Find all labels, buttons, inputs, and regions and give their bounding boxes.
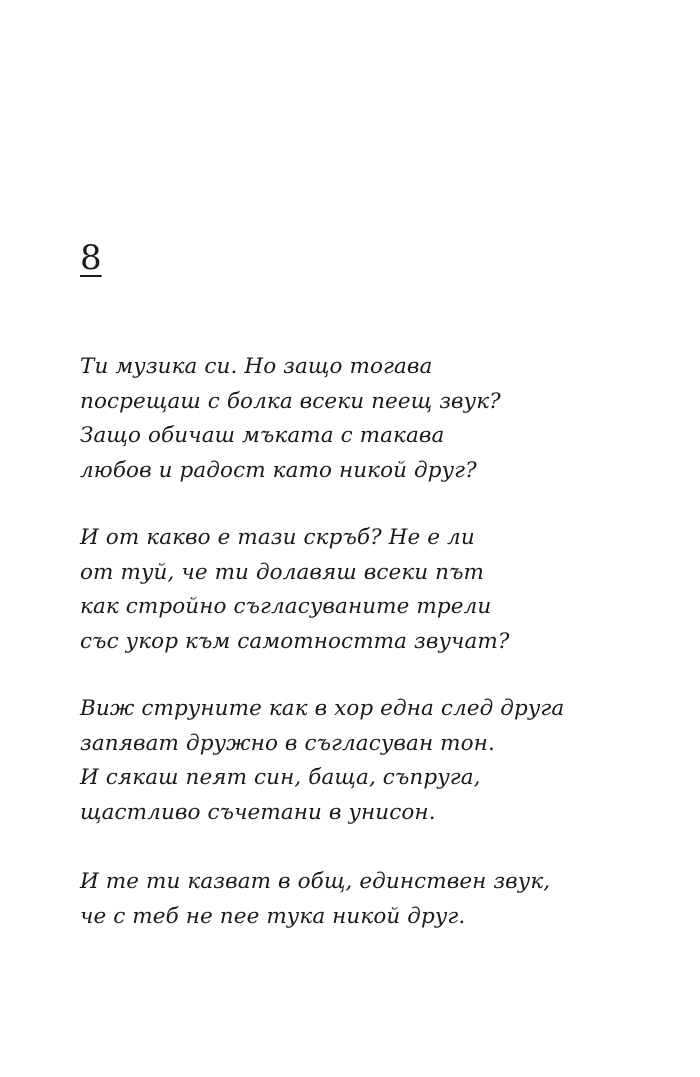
stanza (80, 350, 501, 488)
verse-line: любов и радост като никой друг? (80, 457, 477, 483)
verse-line: Ти музика си. Но защо тогава (80, 354, 433, 379)
verse-line: щастливо съчетани в унисон. (80, 799, 436, 825)
verse-line: със укор към самотността звучат? (80, 628, 510, 654)
couplet (80, 865, 550, 934)
verse-line: че с теб не пее тука никой друг. (80, 903, 466, 929)
verse-line: И сякаш пеят син, баща, съпруга, (80, 765, 481, 790)
sonnet-number: 8 (80, 238, 102, 278)
verse-line: Виж струните как в хор една след друга (80, 696, 565, 721)
stanza (80, 521, 510, 659)
verse-line: запяват дружно в съгласуван тон. (80, 730, 495, 756)
verse-line: как стройно съгласуваните трели (80, 594, 492, 619)
verse-line: Защо обичаш мъката с такава (80, 423, 445, 448)
verse-line: И от какво е тази скръб? Не е ли (80, 525, 475, 550)
stanza (80, 692, 564, 830)
verse-line: от туй, че ти долавяш всеки път (80, 559, 485, 585)
verse-line: И те ти казват в общ, единствен звук, (80, 869, 551, 894)
verse-line: посрещаш с болка всеки пеещ звук? (80, 388, 501, 414)
